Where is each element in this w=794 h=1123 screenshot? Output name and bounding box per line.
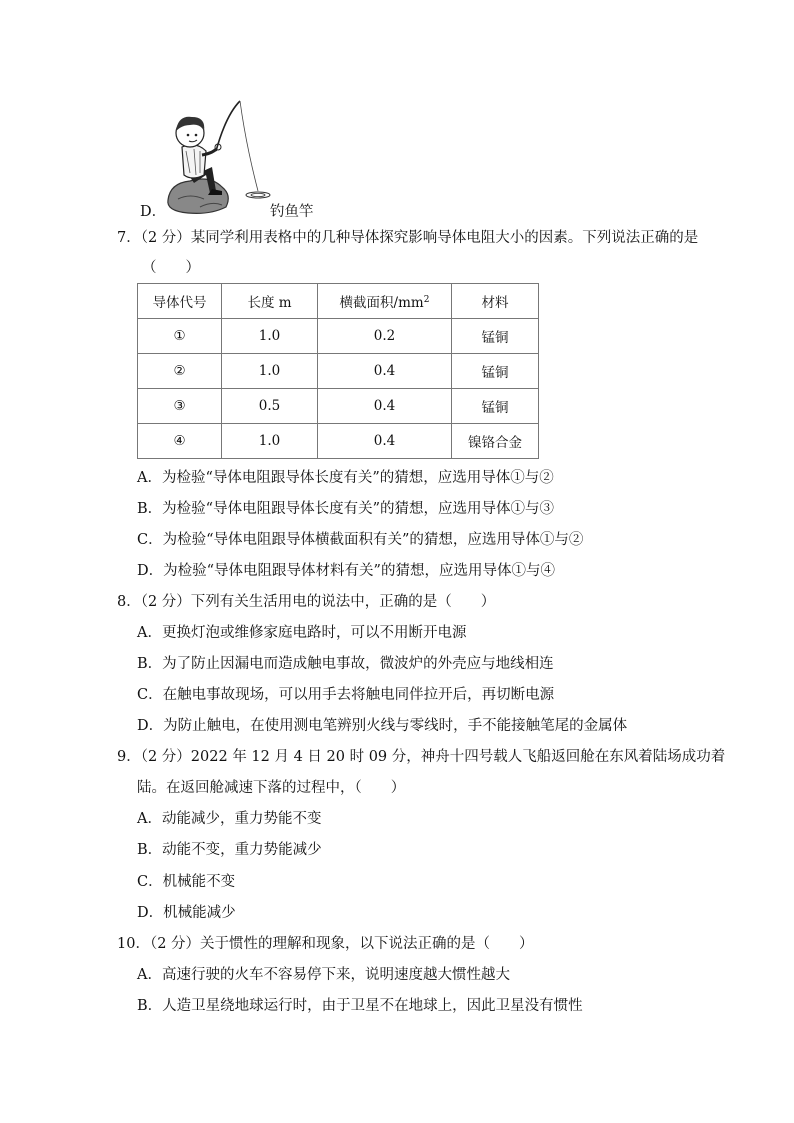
table-cell: 1.0 [222,354,318,389]
conductor-table [137,283,539,459]
table-cell: ① [138,319,222,354]
table-row [138,389,539,424]
table-cell: 0.5 [222,389,318,424]
question-7-stem-line2: （ ） [142,260,200,276]
table-cell: 1.0 [222,319,318,354]
table-cell: ④ [138,424,222,459]
table-cell: 0.2 [318,319,452,354]
question-7-stem-line1: 7．（2 分）某同学利用表格中的几种导体探究影响导体电阻大小的因素。下列说法正确的是 [117,230,699,246]
table-header-text: 横截面积/mm [339,295,424,311]
question-7-option-d: D．为检验“导体电阻跟导体材料有关”的猜想，应选用导体①与④ [137,563,555,579]
table-cell: 锰铜 [452,319,539,354]
question-9-stem-line1: 9．（2 分）2022 年 12 月 4 日 20 时 09 分，神舟十四号载人飞船返回舱在东风着陆场成功着 [117,749,726,765]
question-8-option-c: C．在触电事故现场，可以用手去将触电同伴拉开后，再切断电源 [137,687,555,703]
table-row [138,319,539,354]
table-header-row [138,284,539,319]
boy-fishing-illustration-icon [160,95,295,220]
table-cell: 0.4 [318,354,452,389]
table-cell: 0.4 [318,389,452,424]
table-cell: 镍铬合金 [452,424,539,459]
question-8-option-b: B．为了防止因漏电而造成触电事故，微波炉的外壳应与地线相连 [137,656,554,672]
table-cell: 锰铜 [452,354,539,389]
question-10-option-b: B．人造卫星绕地球运行时，由于卫星不在地球上，因此卫星没有惯性 [137,998,583,1014]
question-8-stem: 8．（2 分）下列有关生活用电的说法中，正确的是（ ） [117,594,496,610]
table-header-cell: 长度 m [222,284,318,319]
question-7-option-c: C．为检验“导体电阻跟导体横截面积有关”的猜想，应选用导体①与② [137,532,584,548]
table-cell: ③ [138,389,222,424]
question-9-stem-line2: 陆。在返回舱减速下落的过程中，（ ） [137,780,406,796]
option-d-letter: D． [140,204,167,220]
table-cell: 锰铜 [452,389,539,424]
option-d-caption: 钓鱼竿 [270,204,314,220]
table-header-superscript: 2 [423,295,430,305]
table-row [138,354,539,389]
question-9-option-d: D．机械能减少 [137,905,236,921]
question-9-option-b: B．动能不变，重力势能减少 [137,842,322,858]
question-8-option-a: A．更换灯泡或维修家庭电路时，可以不用断开电源 [137,625,467,641]
table-header-cell [318,284,452,319]
table-row [138,424,539,459]
table-cell: 1.0 [222,424,318,459]
question-7-option-b: B．为检验“导体电阻跟导体长度有关”的猜想，应选用导体①与③ [137,501,554,517]
question-10-stem: 10．（2 分）关于惯性的理解和现象，以下说法正确的是（ ） [117,936,534,952]
question-8-option-d: D．为防止触电，在使用测电笔辨别火线与零线时，手不能接触笔尾的金属体 [137,718,628,734]
question-9-option-a: A．动能减少，重力势能不变 [137,811,322,827]
table-header-cell: 导体代号 [138,284,222,319]
table-cell: ② [138,354,222,389]
table-header-cell: 材料 [452,284,539,319]
table-cell: 0.4 [318,424,452,459]
question-7-option-a: A．为检验“导体电阻跟导体长度有关”的猜想，应选用导体①与② [137,470,554,486]
question-9-option-c: C．机械能不变 [137,874,236,890]
question-10-option-a: A．高速行驶的火车不容易停下来，说明速度越大惯性越大 [137,967,510,983]
